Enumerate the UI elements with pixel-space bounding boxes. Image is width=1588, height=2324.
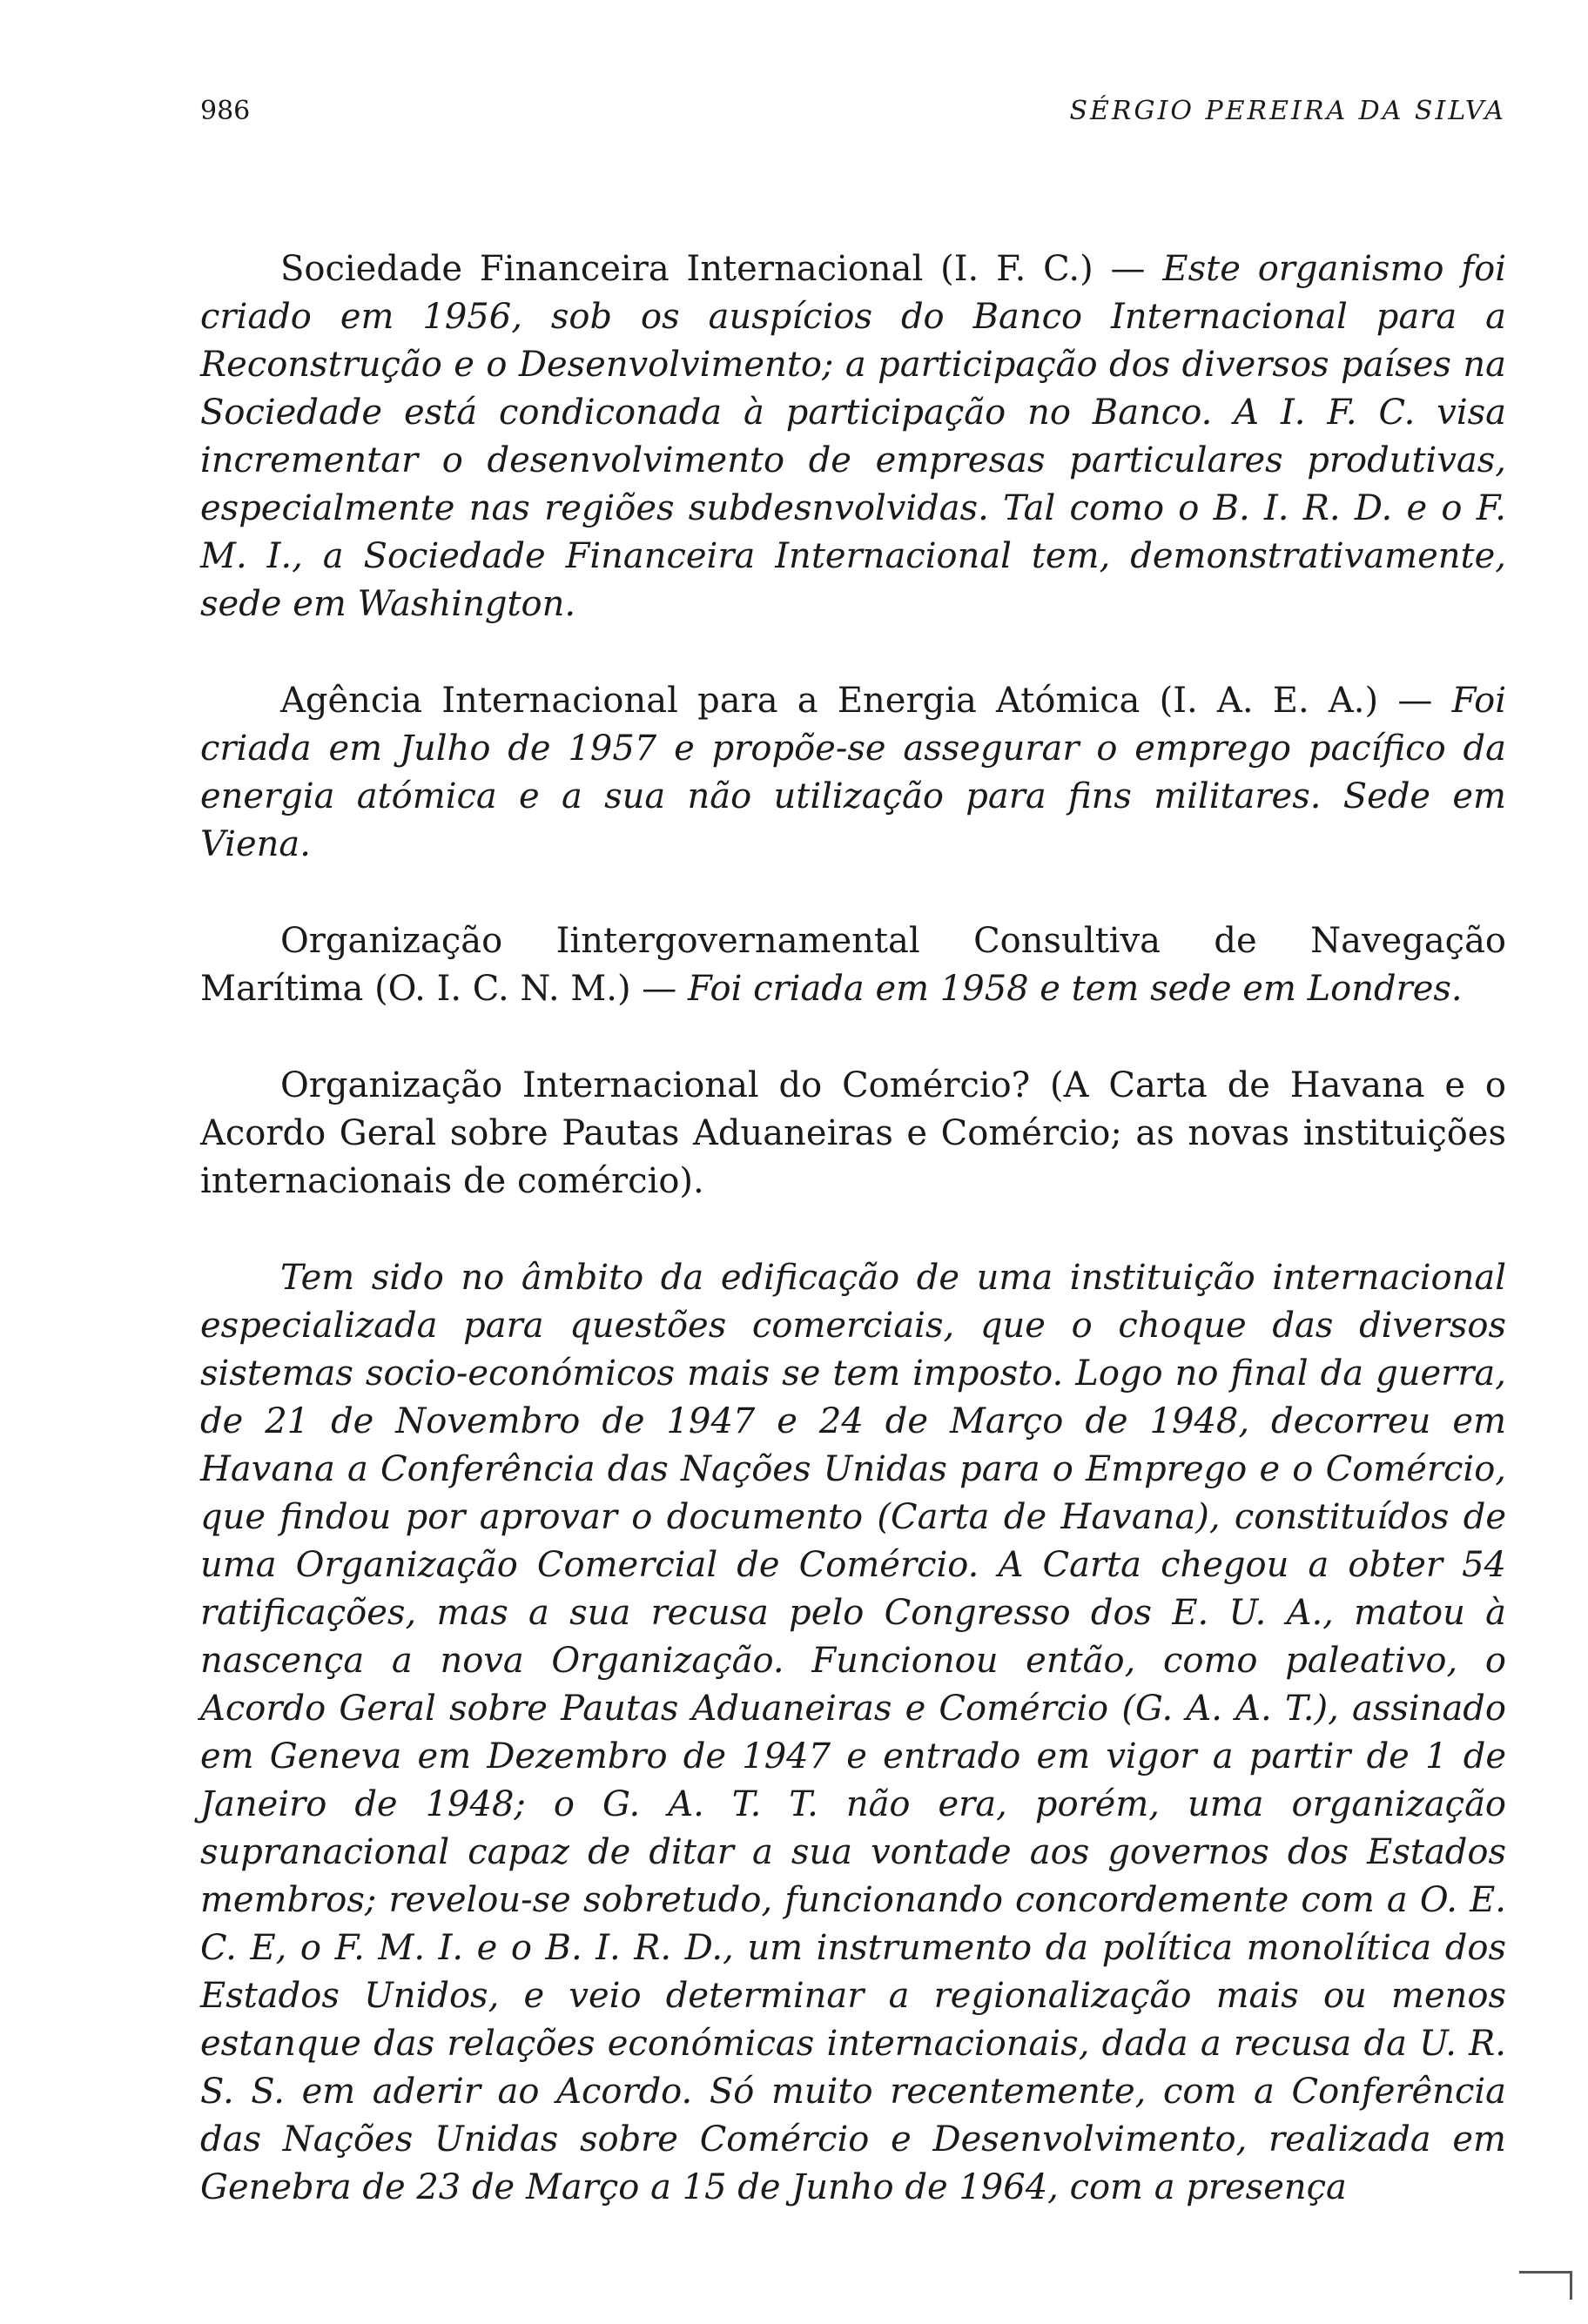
paragraph-iaea bbox=[200, 677, 1506, 869]
paragraph-oic-heading bbox=[200, 1062, 1506, 1206]
paragraph-description: Este organismo foi criado em 1956, sob os auspícios do Banco Internacional para a Reconstrução e o Desenvolvimento; a participação dos diversos países na Sociedade está condiconada à participação no Banco. A I. F. C. visa incrementar o desenvolvimento de empresas particulares produtivas, especialmente nas regiões subdesnvolvidas. Tal como o B. I. R. D. e o F. M. I., a Sociedade Financeira Internacional tem, demonstrativamente, sede em Washington. bbox=[200, 249, 1506, 624]
body-text bbox=[200, 245, 1506, 2212]
paragraph-lead: Organização Internacional do Comércio? (A Carta de Havana e o Acordo Geral sobre Pautas Aduaneiras e Comércio; as novas instituições internacionais de comércio). bbox=[200, 1065, 1506, 1201]
document-page bbox=[200, 96, 1506, 2260]
scan-corner-mark bbox=[1519, 2271, 1572, 2300]
paragraph-oicnm bbox=[200, 917, 1506, 1013]
paragraph-description: Foi criada em 1958 e tem sede em Londres. bbox=[687, 969, 1463, 1009]
paragraph-lead: Sociedade Financeira Internacional (I. F. C.) — bbox=[280, 249, 1146, 289]
paragraph-ifc bbox=[200, 245, 1506, 628]
paragraph-lead: Agência Internacional para a Energia Atómica (I. A. E. A.) — bbox=[280, 681, 1433, 721]
page-header bbox=[200, 96, 1506, 148]
paragraph-lead: Organização Iintergovernamental Consultiva de Navegação Marítima (O. I. C. N. M.) — bbox=[200, 921, 1506, 1009]
page-number: 986 bbox=[200, 96, 251, 126]
paragraph-description: Foi criada em Julho de 1957 e propõe-se assegurar o emprego pacífico da energia atómica e a sua não utilização para fins militares. Sede em Viena. bbox=[200, 681, 1507, 864]
paragraph-commerce-history: Tem sido no âmbito da edificação de uma instituição internacional especializada para questões comerciais, que o choque das diversos sistemas socio-económicos mais se tem imposto. Logo no final da guerra, de 21 de Novembro de 1947 e 24 de Março de 1948, decorreu em Havana a Conferência das Nações Unidas para o Emprego e o Comércio, que findou por aprovar o documento (Carta de Havana), constituídos de uma Organização Comercial de Comércio. A Carta chegou a obter 54 ratificações, mas a sua recusa pelo Congresso dos E. U. A., matou à nascença a nova Organização. Funcionou então, como paleativo, o Acordo Geral sobre Pautas Aduaneiras e Comércio (G. A. A. T.), assinado em Geneva em Dezembro de 1947 e entrado em vigor a partir de 1 de Janeiro de 1948; o G. A. T. T. não era, porém, uma organização supranacional capaz de ditar a sua vontade aos governos dos Estados membros; revelou-se sobretudo, funcionando concordemente com a O. E. C. E, o F. M. I. e o B. I. R. D., um instrumento da política monolítica dos Estados Unidos, e veio determinar a regionalização mais ou menos estanque das relações económicas internacionais, dada a recusa da U. R. S. S. em aderir ao Acordo. Só muito recentemente, com a Conferência das Nações Unidas sobre Comércio e Desenvolvimento, realizada em Genebra de 23 de Março a 15 de Junho de 1964, com a presença bbox=[200, 1258, 1506, 2207]
running-head: SÉRGIO PEREIRA DA SILVA bbox=[1069, 96, 1506, 126]
